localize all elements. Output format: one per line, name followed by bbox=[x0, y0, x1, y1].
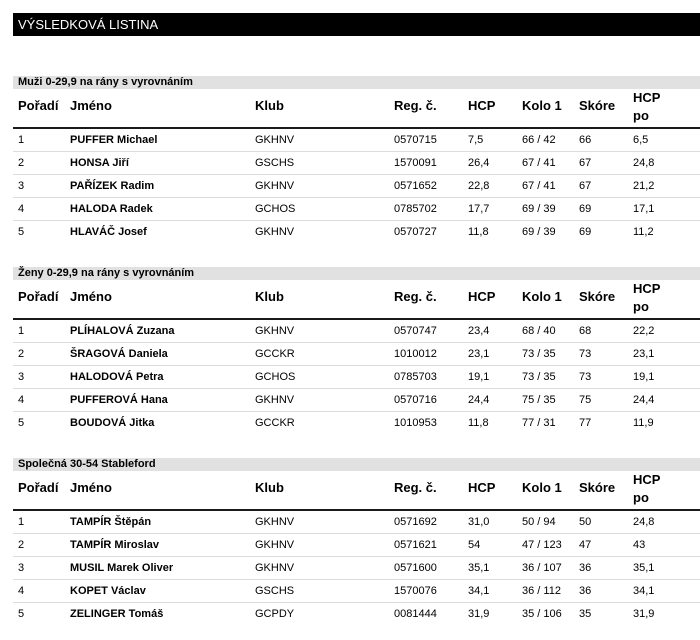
cell-hcp: 22,8 bbox=[468, 180, 490, 192]
cell-rank: 5 bbox=[18, 226, 25, 238]
cell-rank: 5 bbox=[18, 417, 25, 429]
cell-score: 67 bbox=[579, 157, 592, 169]
column-header-reg: Reg. č. bbox=[394, 289, 437, 304]
cell-hcp: 35,1 bbox=[468, 562, 490, 574]
cell-hcp-po: 31,9 bbox=[633, 608, 655, 620]
column-header-reg: Reg. č. bbox=[394, 98, 437, 113]
table-row bbox=[13, 580, 700, 603]
cell-score: 73 bbox=[579, 348, 592, 360]
cell-rank: 2 bbox=[18, 539, 25, 551]
cell-reg: 1010012 bbox=[394, 348, 437, 360]
column-header-hcp: HCP bbox=[468, 289, 496, 304]
cell-rank: 3 bbox=[18, 180, 25, 192]
cell-club: GKHNV bbox=[255, 226, 295, 238]
cell-hcp-po: 11,9 bbox=[633, 417, 654, 429]
column-header-club: Klub bbox=[255, 289, 284, 304]
table-header-row bbox=[13, 280, 700, 320]
cell-rank: 1 bbox=[18, 325, 25, 337]
cell-name: PLÍHALOVÁ Zuzana bbox=[70, 325, 175, 337]
cell-hcp-po: 24,4 bbox=[633, 394, 655, 406]
cell-score: 68 bbox=[579, 325, 592, 337]
cell-club: GSCHS bbox=[255, 585, 295, 597]
cell-reg: 0785702 bbox=[394, 203, 437, 215]
cell-name: PUFFEROVÁ Hana bbox=[70, 394, 168, 406]
cell-score: 36 bbox=[579, 562, 592, 574]
cell-hcp: 54 bbox=[468, 539, 481, 551]
column-header-club: Klub bbox=[255, 98, 284, 113]
cell-score: 50 bbox=[579, 516, 592, 528]
cell-reg: 0571600 bbox=[394, 562, 437, 574]
cell-reg: 1570076 bbox=[394, 585, 437, 597]
cell-club: GCHOS bbox=[255, 371, 296, 383]
cell-kolo: 75 / 35 bbox=[522, 394, 556, 406]
cell-kolo: 35 / 106 bbox=[522, 608, 562, 620]
page-title: VÝSLEDKOVÁ LISTINA bbox=[13, 13, 700, 36]
table-body bbox=[13, 129, 700, 243]
cell-club: GCPDY bbox=[255, 608, 295, 620]
cell-kolo: 68 / 40 bbox=[522, 325, 556, 337]
cell-hcp-po: 23,1 bbox=[633, 348, 655, 360]
cell-club: GKHNV bbox=[255, 562, 295, 574]
cell-rank: 4 bbox=[18, 203, 25, 215]
table-row bbox=[13, 534, 700, 557]
cell-hcp-po: 19,1 bbox=[633, 371, 655, 383]
column-header-hcp-po bbox=[633, 280, 660, 316]
cell-club: GSCHS bbox=[255, 157, 295, 169]
cell-hcp: 31,9 bbox=[468, 608, 490, 620]
cell-hcp-po: 24,8 bbox=[633, 157, 655, 169]
table-row bbox=[13, 511, 700, 534]
column-header-hcp: HCP bbox=[468, 480, 496, 495]
table-row bbox=[13, 557, 700, 580]
cell-club: GKHNV bbox=[255, 180, 295, 192]
cell-name: HALODA Radek bbox=[70, 203, 153, 215]
cell-name: ŠRAGOVÁ Daniela bbox=[70, 348, 168, 360]
table-row bbox=[13, 389, 700, 412]
column-header-hcp-po-line2: po bbox=[633, 108, 649, 123]
table-body bbox=[13, 320, 700, 434]
cell-name: ZELINGER Tomáš bbox=[70, 608, 164, 620]
cell-reg: 0570747 bbox=[394, 325, 437, 337]
cell-reg: 1010953 bbox=[394, 417, 437, 429]
cell-score: 69 bbox=[579, 226, 592, 238]
cell-name: TAMPÍR Štěpán bbox=[70, 516, 152, 528]
cell-hcp: 31,0 bbox=[468, 516, 490, 528]
cell-kolo: 67 / 41 bbox=[522, 180, 556, 192]
cell-rank: 2 bbox=[18, 348, 25, 360]
column-header-hcp: HCP bbox=[468, 98, 496, 113]
cell-kolo: 73 / 35 bbox=[522, 371, 556, 383]
column-header-hcp-po bbox=[633, 471, 660, 507]
cell-rank: 3 bbox=[18, 562, 25, 574]
table-row bbox=[13, 129, 700, 152]
cell-name: BOUDOVÁ Jitka bbox=[70, 417, 155, 429]
cell-reg: 1570091 bbox=[394, 157, 437, 169]
cell-kolo: 36 / 112 bbox=[522, 585, 561, 597]
column-header-hcp-po-line1: HCP bbox=[633, 90, 661, 105]
table-row bbox=[13, 412, 700, 434]
column-header-score: Skóre bbox=[579, 289, 616, 304]
column-header-kolo: Kolo 1 bbox=[522, 289, 562, 304]
table-row bbox=[13, 343, 700, 366]
column-header-name: Jméno bbox=[70, 289, 112, 304]
column-header-reg: Reg. č. bbox=[394, 480, 437, 495]
cell-name: HONSA Jiří bbox=[70, 157, 129, 169]
cell-kolo: 47 / 123 bbox=[522, 539, 562, 551]
table-row bbox=[13, 198, 700, 221]
cell-reg: 0571692 bbox=[394, 516, 437, 528]
cell-hcp: 7,5 bbox=[468, 134, 484, 146]
cell-score: 66 bbox=[579, 134, 592, 146]
column-header-kolo: Kolo 1 bbox=[522, 480, 562, 495]
section-header: Ženy 0-29,9 na rány s vyrovnáním bbox=[13, 267, 700, 280]
cell-score: 47 bbox=[579, 539, 592, 551]
column-header-hcp-po-line1: HCP bbox=[633, 472, 661, 487]
table-row bbox=[13, 320, 700, 343]
section-header: Muži 0-29,9 na rány s vyrovnáním bbox=[13, 76, 700, 89]
cell-rank: 1 bbox=[18, 134, 25, 146]
cell-name: HLAVÁČ Josef bbox=[70, 226, 147, 238]
cell-reg: 0571621 bbox=[394, 539, 437, 551]
cell-rank: 4 bbox=[18, 585, 25, 597]
column-header-hcp-po-line2: po bbox=[633, 299, 649, 314]
cell-rank: 2 bbox=[18, 157, 25, 169]
cell-hcp: 24,4 bbox=[468, 394, 490, 406]
cell-club: GCCKR bbox=[255, 348, 295, 360]
column-header-hcp-po-line1: HCP bbox=[633, 281, 661, 296]
cell-hcp: 26,4 bbox=[468, 157, 490, 169]
cell-hcp-po: 21,2 bbox=[633, 180, 655, 192]
column-header-hcp-po bbox=[633, 89, 660, 125]
cell-kolo: 69 / 39 bbox=[522, 203, 556, 215]
table-header-row bbox=[13, 471, 700, 511]
table-row bbox=[13, 175, 700, 198]
cell-kolo: 50 / 94 bbox=[522, 516, 556, 528]
cell-name: TAMPÍR Miroslav bbox=[70, 539, 160, 551]
cell-club: GCCKR bbox=[255, 417, 295, 429]
results-section-women bbox=[13, 267, 700, 434]
cell-club: GKHNV bbox=[255, 325, 295, 337]
cell-hcp: 23,1 bbox=[468, 348, 490, 360]
cell-hcp-po: 17,1 bbox=[633, 203, 655, 215]
cell-rank: 1 bbox=[18, 516, 25, 528]
cell-reg: 0570715 bbox=[394, 134, 437, 146]
column-header-name: Jméno bbox=[70, 480, 112, 495]
cell-name: KOPET Václav bbox=[70, 585, 146, 597]
cell-score: 35 bbox=[579, 608, 592, 620]
cell-hcp: 19,1 bbox=[468, 371, 490, 383]
cell-name: MUSIL Marek Oliver bbox=[70, 562, 174, 574]
column-header-score: Skóre bbox=[579, 98, 616, 113]
cell-hcp: 23,4 bbox=[468, 325, 490, 337]
cell-score: 75 bbox=[579, 394, 592, 406]
cell-hcp-po: 6,5 bbox=[633, 134, 649, 146]
cell-score: 77 bbox=[579, 417, 592, 429]
column-header-rank: Pořadí bbox=[18, 480, 59, 495]
cell-name: PAŘÍZEK Radim bbox=[70, 180, 155, 192]
cell-rank: 3 bbox=[18, 371, 25, 383]
cell-hcp-po: 22,2 bbox=[633, 325, 655, 337]
cell-score: 69 bbox=[579, 203, 592, 215]
cell-kolo: 77 / 31 bbox=[522, 417, 556, 429]
table-body bbox=[13, 511, 700, 625]
cell-club: GCHOS bbox=[255, 203, 296, 215]
column-header-hcp-po-line2: po bbox=[633, 490, 649, 505]
cell-hcp-po: 11,2 bbox=[633, 226, 654, 238]
column-header-name: Jméno bbox=[70, 98, 112, 113]
cell-club: GKHNV bbox=[255, 394, 295, 406]
table-row bbox=[13, 221, 700, 243]
cell-rank: 5 bbox=[18, 608, 25, 620]
cell-hcp: 11,8 bbox=[468, 417, 489, 429]
results-section-men bbox=[13, 76, 700, 243]
cell-club: GKHNV bbox=[255, 516, 295, 528]
cell-reg: 0081444 bbox=[394, 608, 437, 620]
table-row bbox=[13, 366, 700, 389]
cell-hcp-po: 35,1 bbox=[633, 562, 655, 574]
cell-score: 73 bbox=[579, 371, 592, 383]
column-header-kolo: Kolo 1 bbox=[522, 98, 562, 113]
cell-kolo: 73 / 35 bbox=[522, 348, 556, 360]
table-row bbox=[13, 603, 700, 625]
cell-hcp: 11,8 bbox=[468, 226, 489, 238]
cell-kolo: 36 / 107 bbox=[522, 562, 562, 574]
cell-reg: 0570716 bbox=[394, 394, 437, 406]
column-header-club: Klub bbox=[255, 480, 284, 495]
cell-kolo: 67 / 41 bbox=[522, 157, 556, 169]
cell-name: PUFFER Michael bbox=[70, 134, 158, 146]
results-section-mixed bbox=[13, 458, 700, 625]
cell-hcp: 34,1 bbox=[468, 585, 490, 597]
cell-kolo: 69 / 39 bbox=[522, 226, 556, 238]
table-header-row bbox=[13, 89, 700, 129]
cell-reg: 0785703 bbox=[394, 371, 437, 383]
cell-hcp-po: 34,1 bbox=[633, 585, 655, 597]
cell-reg: 0571652 bbox=[394, 180, 437, 192]
cell-kolo: 66 / 42 bbox=[522, 134, 556, 146]
cell-hcp: 17,7 bbox=[468, 203, 490, 215]
cell-reg: 0570727 bbox=[394, 226, 437, 238]
column-header-rank: Pořadí bbox=[18, 98, 59, 113]
cell-hcp-po: 43 bbox=[633, 539, 646, 551]
cell-score: 36 bbox=[579, 585, 592, 597]
column-header-rank: Pořadí bbox=[18, 289, 59, 304]
section-header: Společná 30-54 Stableford bbox=[13, 458, 700, 471]
table-row bbox=[13, 152, 700, 175]
cell-club: GKHNV bbox=[255, 134, 295, 146]
column-header-score: Skóre bbox=[579, 480, 616, 495]
cell-rank: 4 bbox=[18, 394, 25, 406]
cell-name: HALODOVÁ Petra bbox=[70, 371, 164, 383]
cell-score: 67 bbox=[579, 180, 592, 192]
cell-club: GKHNV bbox=[255, 539, 295, 551]
cell-hcp-po: 24,8 bbox=[633, 516, 655, 528]
